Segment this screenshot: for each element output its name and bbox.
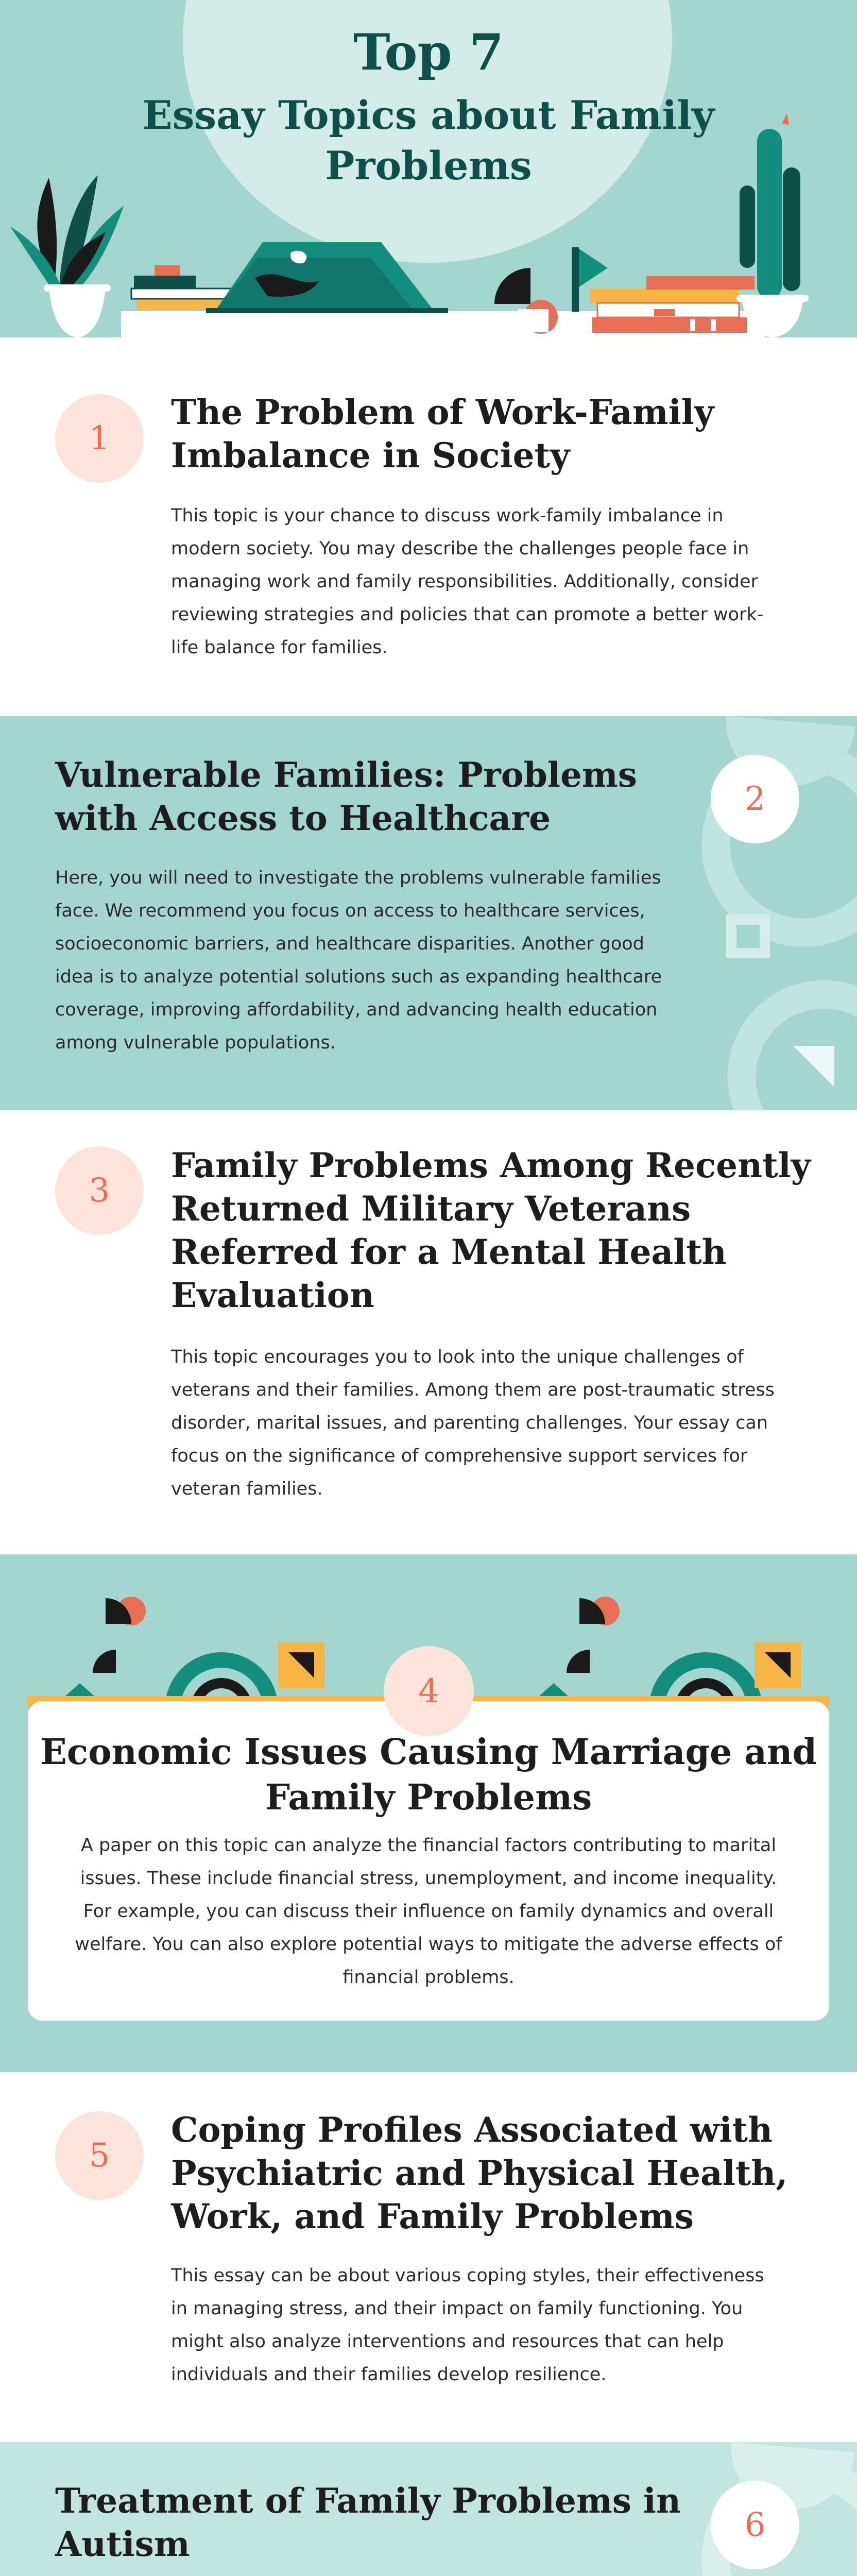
topic-text-4: A paper on this topic can analyze the financial factors contributing to marital issues. These include financial stress, unemployment, and income inequality. For example, you can discuss their influence on family dynamics and overall welfare. You can also explore potential ways to mitigate the adverse effects of financial problems.: [75, 1835, 782, 1988]
topic-text-3: This topic encourages you to look into the unique challenges of veterans and their families. Among them are post-traumatic stress disorder, marital issues, and parenting challenges. Your essay can focus on the significance of comprehensive support services for veteran families.: [171, 1347, 775, 1499]
topic-title-6: Treatment of Family Problems in Autism: [55, 2481, 681, 2564]
topic-text-1: This topic is your chance to discuss work-family imbalance in modern society. You may describe the challenges people face in managing work and family responsibilities. Additionally, consider reviewing strategies and policies that can promote a better work- life balance for families.: [171, 505, 764, 658]
topic-text-2: Here, you will need to investigate the problems vulnerable families face. We recommend you focus on access to healthcare services, socioeconomic barriers, and healthcare disparities. Another good idea is to analyze potential solutions such as expanding healthcare coverage, improving affordability, and advancing health education among vulnerable populations.: [55, 868, 662, 1053]
topic-number-3: 3: [55, 1146, 144, 1235]
plant-pot-icon: [10, 175, 124, 337]
topic-text-5: This essay can be about various coping styles, their effectiveness in managing stress, and their impact on family functioning. You might also analyze interventions and resources that can help individuals and their families develop resilience.: [171, 2265, 764, 2385]
topic-title-2: Vulnerable Families: Problems with Access to Healthcare: [55, 755, 637, 838]
topic-title-5: Coping Profiles Associated with Psychiatric and Physical Health, Work, and Family Problems: [171, 2110, 788, 2236]
topic-number-2: 2: [711, 755, 799, 843]
subtitle-line-1: Essay Topics about Family: [142, 92, 715, 138]
topic-number-5: 5: [55, 2111, 144, 2200]
topic-number-4: 4: [384, 1646, 474, 1736]
main-subtitle: [0, 90, 857, 191]
books-icon: [590, 276, 755, 333]
topic-title-1: The Problem of Work-Family Imbalance in Society: [171, 392, 714, 476]
header-banner: [0, 0, 857, 337]
main-title: Top 7: [353, 23, 504, 81]
topic-title-4: Economic Issues Causing Marriage and Family Problems: [40, 1732, 817, 1818]
topic-number-6: 6: [711, 2481, 799, 2569]
topic-number-1: 1: [55, 394, 144, 483]
subtitle-line-2: Problems: [325, 143, 532, 189]
topic-title-3: Family Problems Among Recently Returned Military Veterans Referred for a Mental Health Evaluation: [171, 1145, 811, 1315]
